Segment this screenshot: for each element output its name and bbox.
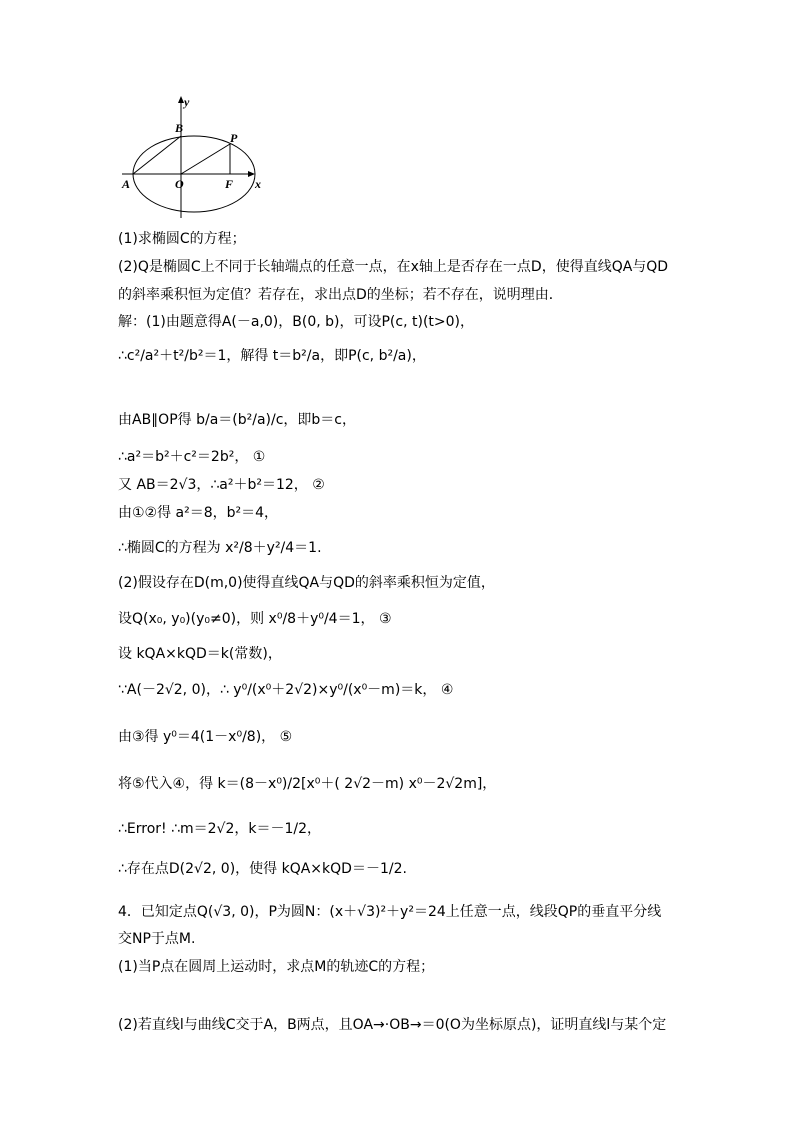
segment-ab — [133, 136, 181, 174]
problem-4-line-3: (1)当P点在圆周上运动时，求点M的轨迹C的方程； — [118, 959, 435, 975]
problem-4-line-2: 交NP于点M. — [118, 931, 196, 947]
solution-line-11: ∵A(－2√2, 0)，∴ y⁰/(x⁰＋2√2)×y⁰/(x⁰－m)＝k， ④ — [118, 682, 454, 698]
solution-line-10: 设 kQA×kQD＝k(常数)， — [118, 646, 282, 662]
solution-line-2: ∴c²/a²＋t²/b²＝1，解得 t＝b²/a，即P(c, b²/a)， — [118, 348, 426, 364]
label-a: A — [122, 177, 131, 191]
solution-line-8: (2)假设存在D(m,0)使得直线QA与QD的斜率乘积恒为定值， — [118, 575, 495, 591]
label-p: P — [230, 131, 238, 145]
label-y: y — [184, 95, 190, 109]
solution-line-3: 由AB∥OP得 b/a＝(b²/a)/c，即b＝c， — [118, 412, 356, 428]
ellipse-figure — [118, 92, 268, 222]
label-o: O — [175, 177, 184, 191]
question-part-2-line-1: (2)Q是椭圆C上不同于长轴端点的任意一点，在x轴上是否存在一点D，使得直线QA与QD — [118, 259, 669, 275]
solution-line-4: ∴a²＝b²＋c²＝2b²， ① — [118, 449, 266, 465]
x-axis-arrow — [248, 171, 255, 177]
solution-line-5: 又 AB＝2√3，∴a²＋b²＝12， ② — [118, 477, 325, 493]
solution-line-15: ∴存在点D(2√2, 0)，使得 kQA×kQD＝－1/2. — [118, 861, 407, 877]
problem-4-line-4: (2)若直线l与曲线C交于A，B两点，且OA→·OB→＝0(O为坐标原点)，证明直线l与某个定 — [118, 1017, 667, 1033]
solution-line-6: 由①②得 a²＝8，b²＝4， — [118, 505, 279, 521]
segment-op — [181, 144, 230, 174]
label-x: x — [255, 177, 261, 191]
label-b: B — [175, 121, 184, 135]
solution-line-9: 设Q(x₀, y₀)(y₀≠0)，则 x⁰/8＋y⁰/4＝1， ③ — [118, 611, 392, 627]
label-f: F — [225, 177, 234, 191]
solution-line-7: ∴椭圆C的方程为 x²/8＋y²/4＝1. — [118, 540, 322, 556]
question-part-1: (1)求椭圆C的方程； — [118, 231, 246, 247]
solution-line-14: ∴Error! ∴m＝2√2，k＝－1/2， — [118, 821, 322, 837]
solution-line-1: 解：(1)由题意得A(－a,0)，B(0, b)，可设P(c, t)(t>0)， — [118, 314, 474, 330]
solution-line-12: 由③得 y⁰＝4(1－x⁰/8)， ⑤ — [118, 729, 293, 745]
solution-line-13: 将⑤代入④，得 k＝(8－x⁰)/2[x⁰＋( 2√2－m) x⁰－2√2m]， — [118, 776, 497, 792]
problem-4-line-1: 4．已知定点Q(√3, 0)，P为圆N：(x＋√3)²＋y²＝24上任意一点，线段QP的垂直平分线 — [118, 904, 662, 920]
question-part-2-line-2: 的斜率乘积恒为定值？若存在，求出点D的坐标；若不存在，说明理由． — [118, 287, 563, 303]
